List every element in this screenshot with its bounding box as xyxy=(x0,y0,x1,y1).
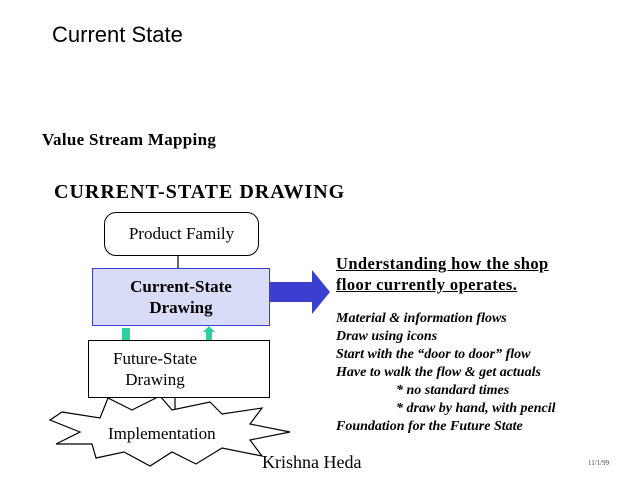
notes-sub-bullet: * draw by hand, with pencil xyxy=(396,401,556,416)
presenter-name: Krishna Heda xyxy=(262,452,362,472)
feedback-arrow-right xyxy=(203,326,215,340)
notes-sub-bullet: * no standard times xyxy=(396,383,510,398)
future-state-label-line1: Future-State xyxy=(113,349,198,368)
notes-heading xyxy=(336,253,549,295)
product-family-label: Product Family xyxy=(128,224,235,243)
slide-title: Current State xyxy=(52,22,183,47)
notes-bullet: Have to walk the flow & get actuals xyxy=(336,365,541,380)
footer-code: 11/1/99 xyxy=(588,459,610,467)
big-right-arrow xyxy=(270,270,330,314)
notes-bullet: Material & information flows xyxy=(336,311,507,326)
product-family-box xyxy=(104,212,259,256)
notes-heading-line2: floor currently operates. xyxy=(336,275,518,294)
notes-bullet: Start with the “door to door” flow xyxy=(336,347,531,362)
drawing-title: CURRENT-STATE DRAWING xyxy=(54,181,346,203)
current-state-box xyxy=(92,268,270,326)
implementation-label: Implementation xyxy=(108,424,216,443)
current-state-label-line1: Current-State xyxy=(130,277,232,296)
section-title: Value Stream Mapping xyxy=(42,130,217,149)
notes-bullet: Foundation for the Future State xyxy=(336,419,523,434)
current-state-label-line2: Drawing xyxy=(149,298,213,317)
future-state-label-line2: Drawing xyxy=(125,370,185,389)
future-state-box xyxy=(88,340,270,398)
feedback-arrow-left xyxy=(122,328,130,340)
notes-bullet: Draw using icons xyxy=(336,329,438,344)
notes-heading-line1: Understanding how the shop xyxy=(336,254,549,273)
